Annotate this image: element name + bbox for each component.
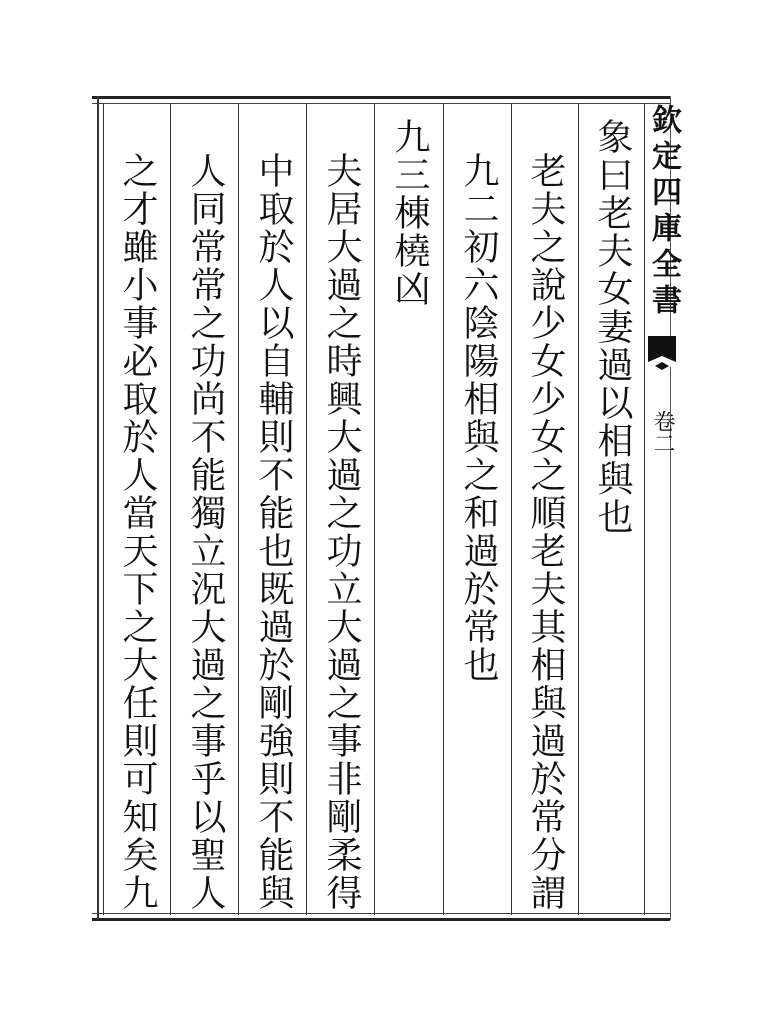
column-divider bbox=[238, 103, 239, 915]
text-column-5: 夫居大過之時興大過之功立大過之事非剛柔得 bbox=[321, 152, 362, 912]
frame-bottom-border bbox=[92, 918, 670, 921]
fish-tail-mark-icon bbox=[648, 336, 676, 370]
frame-right-border bbox=[644, 103, 645, 915]
text-column-1: 象曰老夫女妻過以相與也 bbox=[592, 118, 633, 536]
frame-bottom-inner-border bbox=[92, 913, 670, 914]
column-divider bbox=[170, 103, 171, 915]
frame-top-border bbox=[92, 96, 670, 99]
frame-left-inner-border bbox=[103, 103, 104, 915]
book-title: 欽定四庫全書 bbox=[646, 104, 681, 320]
frame-left-border bbox=[97, 96, 99, 920]
column-divider bbox=[443, 103, 444, 915]
column-divider bbox=[374, 103, 375, 915]
volume-label: 卷二 bbox=[650, 410, 675, 454]
text-column-2: 老夫之說少女少女之順老夫其相與過於常分謂 bbox=[525, 152, 566, 912]
frame-top-inner-border bbox=[92, 103, 670, 104]
text-column-8: 之才雖小事必取於人當天下之大任則可知矣九 bbox=[117, 152, 158, 912]
text-column-4: 九三棟橈凶 bbox=[389, 118, 430, 308]
text-column-6: 中取於人以自輔則不能也既過於剛強則不能與 bbox=[253, 152, 294, 912]
column-divider bbox=[511, 103, 512, 915]
text-column-7: 人同常常之功尚不能獨立況大過之事乎以聖人 bbox=[185, 152, 226, 912]
column-divider bbox=[578, 103, 579, 915]
text-column-3: 九二初六陰陽相與之和過於常也 bbox=[458, 152, 499, 684]
column-divider bbox=[306, 103, 307, 915]
